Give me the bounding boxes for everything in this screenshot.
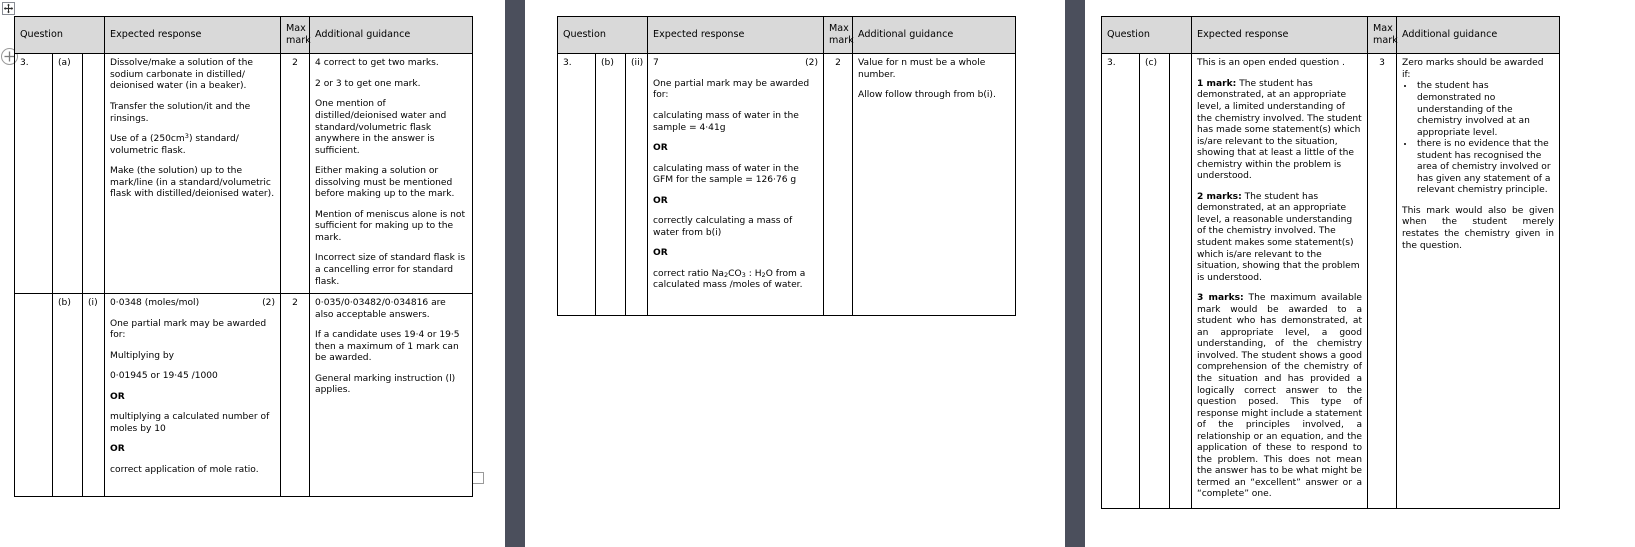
expected-paragraph: Multiplying by xyxy=(110,350,175,361)
guidance-outro: This mark would also be given when the student merely restates the chemistry given in the question. xyxy=(1402,205,1555,251)
cell-question-subpart: (i) xyxy=(83,294,105,497)
cell-question-part: (b) xyxy=(53,294,83,497)
guidance-paragraph: General marking instruction (l) applies. xyxy=(315,373,456,396)
guidance-bullet-list xyxy=(1402,81,1554,196)
header-expected-response: Expected response xyxy=(1192,17,1368,54)
cell-question-number: 3. xyxy=(558,54,596,316)
guidance-paragraph: Mention of meniscus alone is not sufficient for making up to the mark. xyxy=(315,209,466,243)
marking-scheme-table-page2 xyxy=(557,16,1016,316)
header-question: Question xyxy=(1102,17,1192,54)
expected-paragraph: One partial mark may be awarded for: xyxy=(110,318,267,341)
guidance-paragraph: Either making a solution or dissolving must be mentioned before making up to the mark. xyxy=(315,166,455,200)
header-expected-response: Expected response xyxy=(105,17,281,54)
expected-paragraph-formula: correct ratio $Na_2CO_3$ : $H_2O$ from a calculated mass /moles of water. xyxy=(653,268,806,291)
cell-question-part: (b) xyxy=(596,54,626,316)
document-page-2 xyxy=(525,0,1065,547)
cell-expected-response xyxy=(648,54,824,316)
guidance-paragraph: Value for n must be a whole number. xyxy=(858,58,986,80)
expected-paragraph: Use of a $(250cm^3)$ standard/ volumetric flask. xyxy=(110,132,239,156)
expected-answer-line xyxy=(653,58,818,70)
list-item: • the student has demonstrated no understanding of the chemistry involved at an appropriate level. xyxy=(1415,81,1554,139)
expected-paragraph: One partial mark may be awarded for: xyxy=(653,78,810,101)
header-additional-guidance: Additional guidance xyxy=(310,17,473,54)
cell-max-mark: 2 xyxy=(824,54,853,316)
header-max-mark-line1: Max xyxy=(1373,23,1393,34)
expected-answer-value: 7 xyxy=(653,58,659,69)
expected-answer-value: 0·0348 (moles/mol) xyxy=(110,298,200,309)
expected-paragraph-or: OR xyxy=(110,444,125,455)
expected-paragraph: Make (the solution) up to the mark/line (in a standard/volumetric flask with distilled/deionised water). xyxy=(110,166,275,200)
cell-question-subpart: (ii) xyxy=(626,54,648,316)
marking-scheme-table-page1 xyxy=(14,16,473,497)
cell-expected-response xyxy=(105,54,281,294)
header-max-mark-line2: mark xyxy=(1373,35,1398,47)
header-max-mark xyxy=(1368,17,1397,54)
page-gap-separator-right xyxy=(1065,0,1085,547)
expected-paragraph: Transfer the solution/it and the rinsings. xyxy=(110,101,251,124)
expected-block-text: The student has demonstrated, at an appropriate level, a reasonable understanding of the chemistry involved. The student makes some statement(s) which is/are relevant to the situation, showing that the problem is understood. xyxy=(1197,191,1360,283)
table-header-row xyxy=(558,17,1016,54)
table-header-row xyxy=(1102,17,1560,54)
expected-block-label: 1 mark: xyxy=(1197,78,1237,89)
header-question: Question xyxy=(15,17,105,54)
guidance-paragraph: 4 correct to get two marks. xyxy=(315,58,439,69)
table-row xyxy=(15,294,473,497)
cell-additional-guidance xyxy=(1397,54,1560,509)
header-expected-response: Expected response xyxy=(648,17,824,54)
cell-additional-guidance xyxy=(853,54,1016,316)
header-max-mark-line2: mark xyxy=(829,35,854,47)
expected-paragraph: correctly calculating a mass of water from b(i) xyxy=(653,216,793,238)
expected-paragraph: calculating mass of water in the GFM for the sample = 126·76 g xyxy=(653,163,799,186)
expected-block-label: 2 marks: xyxy=(1197,191,1242,202)
marking-scheme-table-page3 xyxy=(1101,16,1560,509)
expected-intro: This is an open ended question . xyxy=(1197,58,1345,69)
expected-block-2marks xyxy=(1197,192,1362,284)
table-row xyxy=(15,54,473,294)
document-page-3 xyxy=(1085,0,1635,547)
guidance-paragraph: Incorrect size of standard flask is a cancelling error for standard flask. xyxy=(315,253,466,287)
cell-question-number: 3. xyxy=(15,54,53,294)
expected-paragraph: 0·01945 or 19·45 /1000 xyxy=(110,371,218,382)
subscript-3: 3 xyxy=(741,271,746,280)
cell-question-part: (a) xyxy=(53,54,83,294)
header-question: Question xyxy=(558,17,648,54)
expected-answer-marks: (2) xyxy=(805,58,819,69)
expected-paragraph-or: OR xyxy=(110,391,125,402)
subscript-2: 2 xyxy=(723,271,729,280)
cell-max-mark: 3 xyxy=(1368,54,1397,509)
superscript-3: 3 xyxy=(184,132,189,141)
cell-question-number xyxy=(15,294,53,497)
cell-question-subpart xyxy=(83,54,105,294)
list-item: • there is no evidence that the student has recognised the area of chemistry involved or has given any statement of a relevant chemistry principle. xyxy=(1415,139,1554,197)
header-additional-guidance: Additional guidance xyxy=(853,17,1016,54)
expected-paragraph: Dissolve/make a solution of the sodium carbonate in distilled/ deionised water (in a beaker). xyxy=(110,58,253,92)
cell-max-mark: 2 xyxy=(281,294,310,497)
cell-expected-response xyxy=(1192,54,1368,509)
document-page-1 xyxy=(0,0,505,547)
guidance-paragraph: 0·035/0·03482/0·034816 are also acceptable answers. xyxy=(315,298,446,320)
cell-expected-response xyxy=(105,294,281,497)
cell-question-number: 3. xyxy=(1102,54,1140,509)
header-max-mark-line2: mark xyxy=(286,35,311,47)
header-max-mark-line1: Max xyxy=(286,23,306,34)
table-row xyxy=(558,54,1016,316)
cell-additional-guidance xyxy=(310,294,473,497)
expected-paragraph: correct application of mole ratio. xyxy=(110,465,259,476)
expected-paragraph-or: OR xyxy=(653,248,668,259)
expected-block-label: 3 marks: xyxy=(1197,293,1244,304)
table-row xyxy=(1102,54,1560,509)
cell-question-part: (c) xyxy=(1140,54,1170,509)
expected-paragraph: multiplying a calculated number of moles by 10 xyxy=(110,412,270,434)
header-max-mark-line1: Max xyxy=(829,23,849,34)
header-max-mark xyxy=(824,17,853,54)
expected-paragraph-or: OR xyxy=(653,143,668,154)
expected-block-text: The maximum available mark would be awarded to a student who has demonstrated, at an appropriate level, a good understanding, of the chemistry involved. The student shows a good comprehension of the chemistry of the situation and has provided a logically correct answer to the question posed. This type of response might include a statement of the principles involved, a relationship or an equation, and the application of these to respond to the problem. This does not mean the answer has to be what might be termed an “excellent” answer or a “complete” one. xyxy=(1197,293,1363,500)
expected-answer-marks: (2) xyxy=(262,298,276,309)
table-header-row xyxy=(15,17,473,54)
header-max-mark xyxy=(281,17,310,54)
guidance-paragraph: One mention of distilled/deionised water and standard/volumetric flask anywhere in the answer is sufficient. xyxy=(315,99,447,156)
guidance-paragraph: If a candidate uses 19·4 or 19·5 then a maximum of 1 mark can be awarded. xyxy=(315,330,460,364)
cell-additional-guidance xyxy=(310,54,473,294)
expected-paragraph: calculating mass of water in the sample = 4·41g xyxy=(653,110,799,133)
expected-block-1mark xyxy=(1197,79,1362,183)
expected-block-text: The student has demonstrated, at an appropriate level, a limited understanding of the chemistry involved. The student has made some statement(s) which is/are relevant to the situation, showing that at least a little of the chemistry within the problem is understood. xyxy=(1197,78,1362,182)
expected-block-3marks xyxy=(1197,293,1362,501)
guidance-paragraph: Allow follow through from b(i). xyxy=(858,90,996,101)
expected-paragraph-or: OR xyxy=(653,195,668,206)
page-gap-separator-left xyxy=(505,0,525,547)
subscript-2: 2 xyxy=(761,271,766,280)
expected-answer-line xyxy=(110,298,275,310)
table-move-handle-icon[interactable] xyxy=(2,2,15,15)
guidance-paragraph: 2 or 3 to get one mark. xyxy=(315,78,421,89)
table-resize-handle[interactable] xyxy=(472,472,484,484)
header-additional-guidance: Additional guidance xyxy=(1397,17,1560,54)
cell-question-subpart xyxy=(1170,54,1192,509)
cell-max-mark: 2 xyxy=(281,54,310,294)
guidance-intro: Zero marks should be awarded if: xyxy=(1402,58,1544,80)
